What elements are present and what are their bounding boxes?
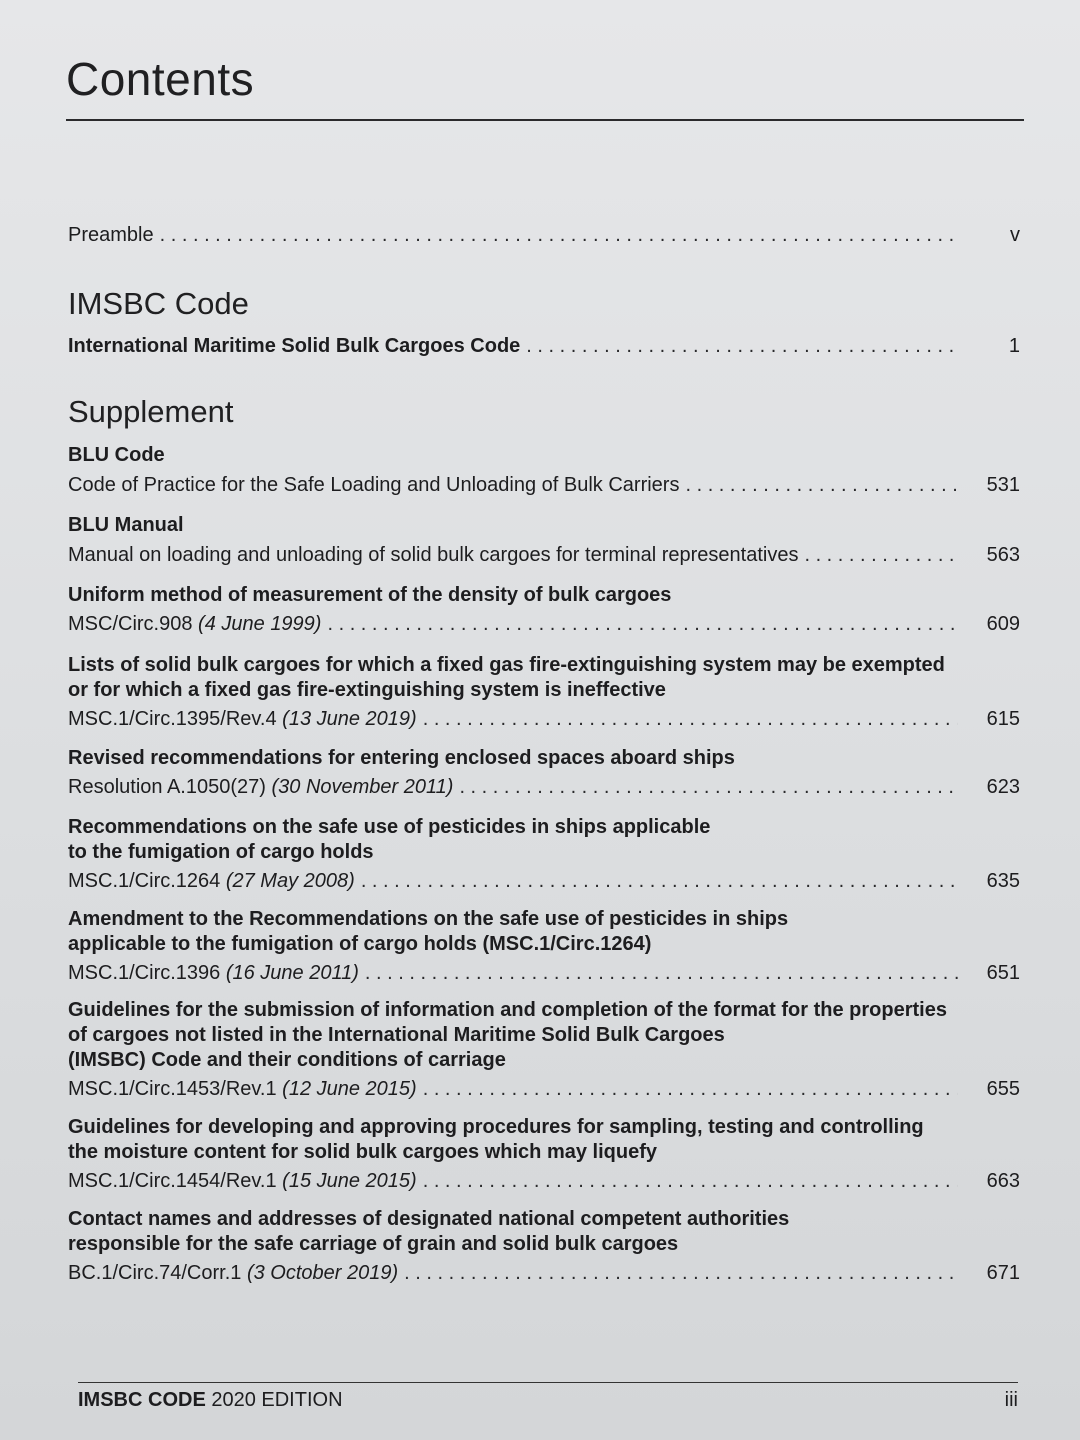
entry-title-line: Guidelines for the submission of information and completion of the format for the properties: [68, 999, 947, 1021]
entry-title: BLU Manual: [68, 514, 184, 536]
circular-date: (13 June 2019): [282, 708, 417, 730]
entry-title-line: the moisture content for solid bulk cargoes which may liquefy: [68, 1141, 657, 1163]
page-number: 531: [986, 474, 1020, 496]
page-number: 655: [986, 1078, 1020, 1100]
entry-reference: [68, 612, 321, 637]
entry-title: BLU Code: [68, 444, 165, 466]
entry-reference: [68, 1261, 398, 1286]
entry-title-line: Lists of solid bulk cargoes for which a fixed gas fire-extinguishing system may be exempted: [68, 654, 945, 676]
leader-dots: [423, 1077, 958, 1102]
footer-rule: [78, 1382, 1018, 1383]
circular-ref: MSC.1/Circ.1453/Rev.1: [68, 1078, 277, 1100]
toc-entry-preamble[interactable]: [68, 223, 1020, 248]
entry-reference: [68, 707, 417, 732]
page-number: 635: [986, 870, 1020, 892]
leader-dots: [804, 543, 958, 568]
circular-ref: MSC/Circ.908: [68, 613, 193, 635]
entry-title-line: or for which a fixed gas fire-extinguishing system is ineffective: [68, 679, 666, 701]
leader-dots: [459, 775, 958, 800]
circular-ref: MSC.1/Circ.1395/Rev.4: [68, 708, 277, 730]
entry-title-line: Amendment to the Recommendations on the safe use of pesticides in ships: [68, 908, 789, 930]
circular-ref: BC.1/Circ.74/Corr.1: [68, 1262, 242, 1284]
entry-reference: [68, 775, 453, 800]
entry-title-line: responsible for the safe carriage of grain and solid bulk cargoes: [68, 1233, 679, 1255]
circular-ref: MSC.1/Circ.1396: [68, 962, 221, 984]
page-number: 663: [986, 1170, 1020, 1192]
leader-dots: [160, 223, 958, 248]
page-number: 563: [986, 544, 1020, 566]
toc-entry-moisture-guidelines[interactable]: [68, 1115, 1020, 1194]
toc-entry-density-measurement[interactable]: [68, 583, 1020, 637]
entry-title-line: to the fumigation of cargo holds: [68, 841, 374, 863]
leader-dots: [423, 1169, 958, 1194]
page-number: v: [1010, 224, 1020, 246]
leader-dots: [365, 961, 958, 986]
footer-page-number: iii: [1004, 1389, 1018, 1411]
entry-reference: [68, 1077, 417, 1102]
page-number: 623: [986, 776, 1020, 798]
page-number: 651: [986, 962, 1020, 984]
circular-date: (15 June 2015): [282, 1170, 417, 1192]
toc-entry-blu-manual[interactable]: [68, 513, 1020, 568]
footer-edition-rest: 2020 EDITION: [205, 1389, 343, 1411]
section-heading-imsbc: IMSBC Code: [68, 286, 249, 321]
entry-title-line: Contact names and addresses of designated national competent authorities: [68, 1208, 790, 1230]
entry-reference: Code of Practice for the Safe Loading and Unloading of Bulk Carriers: [68, 474, 680, 496]
page-number: 1: [1008, 335, 1020, 357]
entry-reference: [68, 1169, 417, 1194]
footer-edition: [78, 1389, 343, 1412]
circular-date: (12 June 2015): [282, 1078, 417, 1100]
page-number: 615: [986, 708, 1020, 730]
page-title: Contents: [66, 53, 255, 105]
circular-date: (4 June 1999): [198, 613, 322, 635]
toc-entry-blu-code[interactable]: [68, 443, 1020, 498]
circular-date: (16 June 2011): [225, 962, 359, 984]
circular-date: (30 November 2011): [271, 776, 454, 798]
toc-entry-fire-extinguishing-lists[interactable]: [68, 653, 1020, 732]
entry-reference: [68, 869, 355, 894]
entry-title-line: Recommendations on the safe use of pesticides in ships applicable: [68, 816, 711, 838]
entry-label: Preamble: [68, 224, 154, 246]
circular-date: (3 October 2019): [246, 1262, 399, 1284]
page-number: 609: [986, 613, 1020, 635]
title-rule: [66, 119, 1024, 121]
entry-title-line: (IMSBC) Code and their conditions of carriage: [68, 1049, 506, 1071]
leader-dots: [404, 1261, 958, 1286]
circular-ref: MSC.1/Circ.1454/Rev.1: [68, 1170, 277, 1192]
leader-dots: [423, 707, 958, 732]
leader-dots: [361, 869, 958, 894]
leader-dots: [526, 334, 958, 359]
circular-ref: MSC.1/Circ.1264: [68, 870, 221, 892]
entry-title: Revised recommendations for entering enclosed spaces aboard ships: [68, 747, 735, 769]
toc-entry-contact-authorities[interactable]: [68, 1207, 1020, 1286]
toc-entry-pesticides-amendment[interactable]: [68, 907, 1020, 986]
footer-edition-bold: IMSBC CODE: [78, 1389, 206, 1411]
toc-entry-pesticides[interactable]: [68, 815, 1020, 894]
circular-ref: Resolution A.1050(27): [68, 776, 266, 798]
page-number: 671: [986, 1262, 1020, 1284]
leader-dots: [327, 612, 958, 637]
leader-dots: [685, 473, 958, 498]
entry-title: Uniform method of measurement of the density of bulk cargoes: [68, 584, 672, 606]
entry-title-line: of cargoes not listed in the International Maritime Solid Bulk Cargoes: [68, 1024, 725, 1046]
entry-reference: [68, 961, 359, 986]
entry-title-line: Guidelines for developing and approving procedures for sampling, testing and controlling: [68, 1116, 924, 1138]
circular-date: (27 May 2008): [225, 870, 355, 892]
toc-entry-submission-guidelines[interactable]: [68, 998, 1020, 1102]
entry-title-line: applicable to the fumigation of cargo holds (MSC.1/Circ.1264): [68, 933, 652, 955]
section-heading-supplement: Supplement: [68, 394, 234, 429]
entry-reference: Manual on loading and unloading of solid bulk cargoes for terminal representatives: [68, 544, 799, 566]
entry-label: International Maritime Solid Bulk Cargoes Code: [68, 335, 521, 357]
toc-entry-imsbc-code[interactable]: [68, 334, 1020, 359]
toc-entry-enclosed-spaces[interactable]: [68, 746, 1020, 800]
